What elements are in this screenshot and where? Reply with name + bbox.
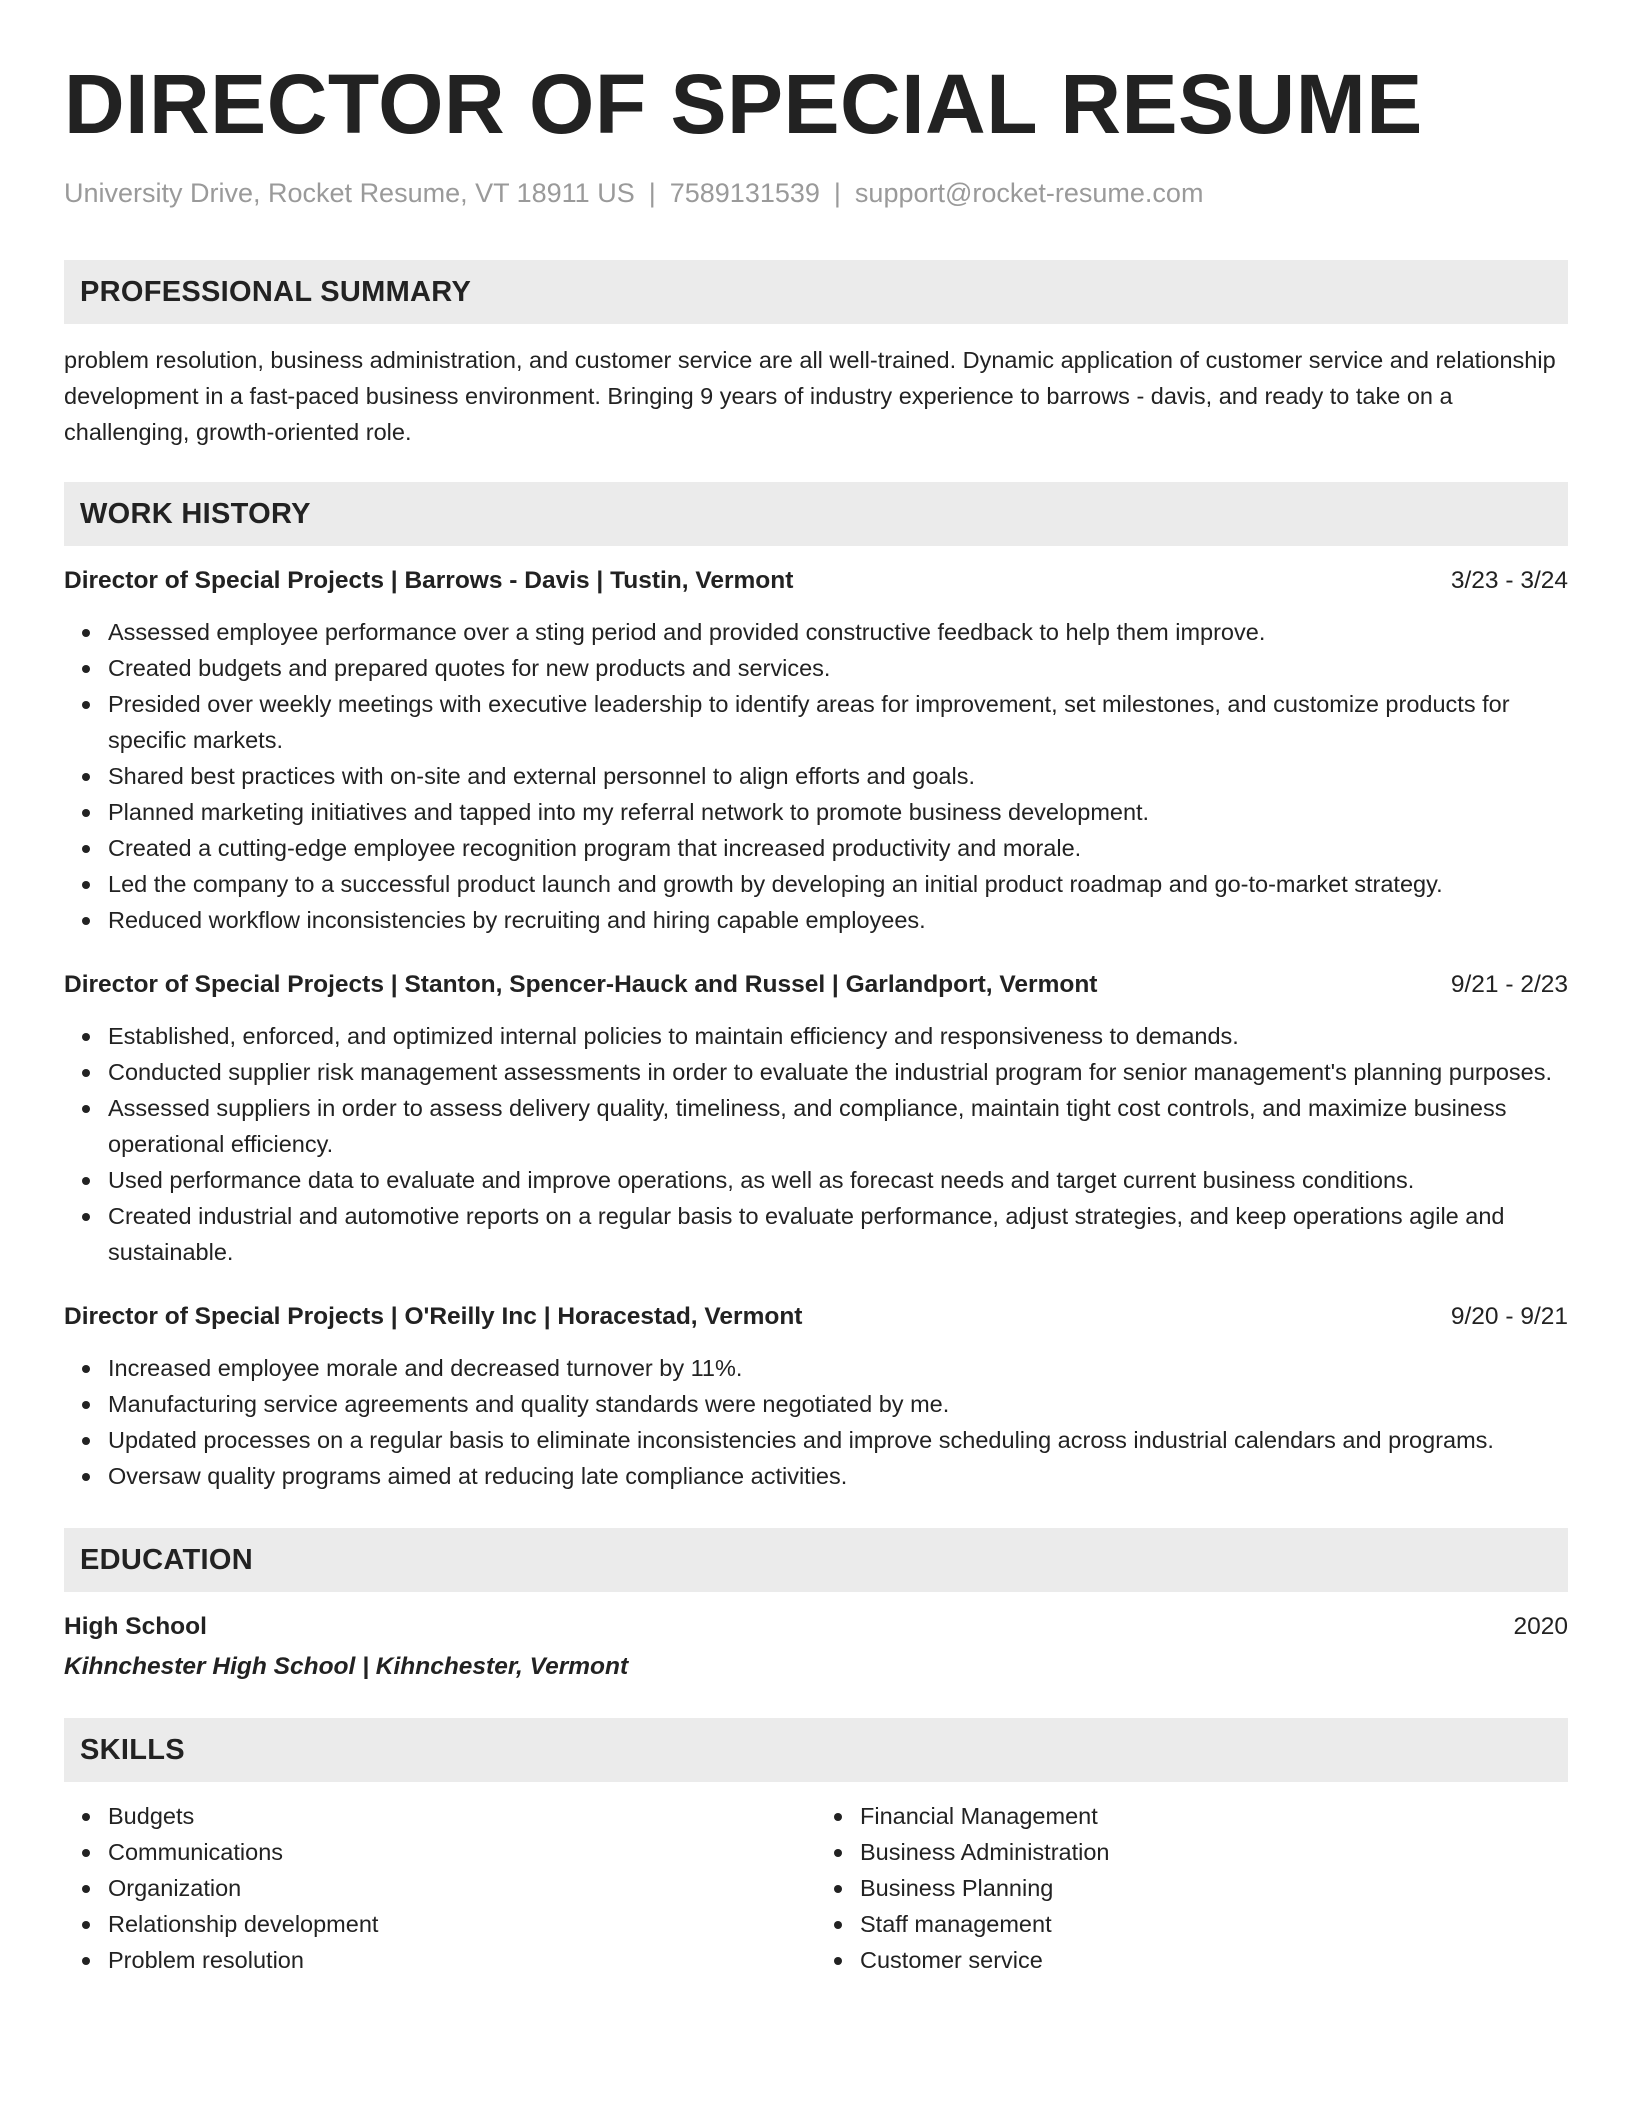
job-header [64,1300,1568,1334]
contact-separator: | [648,178,656,208]
job-bullet: Assessed employee performance over a sting period and provided constructive feedback to help them improve. [108,614,1568,650]
job-bullets [64,1018,1568,1270]
skills-column-left [64,1798,816,1978]
job-bullet: Created a cutting-edge employee recognition program that increased productivity and morale. [108,830,1568,866]
resume-name: DIRECTOR OF SPECIAL RESUME [64,57,1423,151]
skills-column-right [816,1798,1568,1978]
job-header [64,564,1568,598]
skill-item: Organization [108,1870,816,1906]
skill-item: Problem resolution [108,1942,816,1978]
job-dates: 9/21 - 2/23 [1450,971,1568,998]
job-bullet: Planned marketing initiatives and tapped into my referral network to promote business development. [108,794,1568,830]
section-header-work-history: WORK HISTORY [64,482,1568,546]
skill-item: Customer service [860,1942,1568,1978]
job-title: Director of Special Projects | Barrows - Davis | Tustin, Vermont [64,567,794,594]
job-bullet: Assessed suppliers in order to assess delivery quality, timeliness, and compliance, maintain tight cost controls, and maximize business operational efficiency. [108,1090,1568,1162]
job-bullet: Increased employee morale and decreased turnover by 11%. [108,1350,1568,1386]
job-header [64,968,1568,1002]
job-bullet: Updated processes on a regular basis to eliminate inconsistencies and improve scheduling across industrial calendars and programs. [108,1422,1568,1458]
contact-separator: | [833,178,841,208]
job-entry [64,1300,1568,1494]
contact-line [64,176,1568,210]
education-degree: High School [64,1613,207,1640]
education-entry [64,1610,1568,1684]
section-header-education: EDUCATION [64,1528,1568,1592]
job-bullets [64,1350,1568,1494]
job-title: Director of Special Projects | Stanton, Spencer-Hauck and Russel | Garlandport, Vermont [64,971,1098,998]
skill-item: Staff management [860,1906,1568,1942]
education-year: 2020 [1513,1613,1568,1640]
job-bullet: Presided over weekly meetings with executive leadership to identify areas for improvement, set milestones, and customize products for specific markets. [108,686,1568,758]
job-bullet: Manufacturing service agreements and quality standards were negotiated by me. [108,1386,1568,1422]
job-dates: 3/23 - 3/24 [1450,567,1568,594]
contact-phone: 7589131539 [669,178,820,208]
section-header-skills: SKILLS [64,1718,1568,1782]
job-bullets [64,614,1568,938]
job-dates: 9/20 - 9/21 [1450,1303,1568,1330]
skill-item: Communications [108,1834,816,1870]
job-bullet: Oversaw quality programs aimed at reducing late compliance activities. [108,1458,1568,1494]
skill-item: Relationship development [108,1906,816,1942]
skills-list [64,1798,1568,1978]
job-bullet: Used performance data to evaluate and improve operations, as well as forecast needs and target current business conditions. [108,1162,1568,1198]
section-header-summary: PROFESSIONAL SUMMARY [64,260,1568,324]
skill-item: Business Administration [860,1834,1568,1870]
education-header [64,1610,1568,1644]
skill-item: Business Planning [860,1870,1568,1906]
skill-item: Budgets [108,1798,816,1834]
job-bullet: Created budgets and prepared quotes for new products and services. [108,650,1568,686]
job-entry [64,968,1568,1270]
job-bullet: Established, enforced, and optimized internal policies to maintain efficiency and responsiveness to demands. [108,1018,1568,1054]
contact-address: University Drive, Rocket Resume, VT 18911 US [64,178,635,208]
job-bullet: Led the company to a successful product launch and growth by developing an initial product roadmap and go-to-market strategy. [108,866,1568,902]
job-title: Director of Special Projects | O'Reilly Inc | Horacestad, Vermont [64,1303,803,1330]
job-bullet: Conducted supplier risk management assessments in order to evaluate the industrial program for senior management's planning purposes. [108,1054,1568,1090]
skill-item: Financial Management [860,1798,1568,1834]
education-school: Kihnchester High School | Kihnchester, Vermont [64,1653,629,1680]
summary-text: problem resolution, business administration, and customer service are all well-trained. Dynamic application of customer service and relationship development in a fast-paced business environment. Bringing 9 years of industry experience to barrows - davis, and ready to take on a challenging, growth-oriented role. [64,347,1556,445]
contact-email: support@rocket-resume.com [854,178,1204,208]
job-bullet: Created industrial and automotive reports on a regular basis to evaluate performance, adjust strategies, and keep operations agile and sustainable. [108,1198,1568,1270]
job-bullet: Shared best practices with on-site and external personnel to align efforts and goals. [108,758,1568,794]
job-entry [64,564,1568,938]
job-bullet: Reduced workflow inconsistencies by recruiting and hiring capable employees. [108,902,1568,938]
